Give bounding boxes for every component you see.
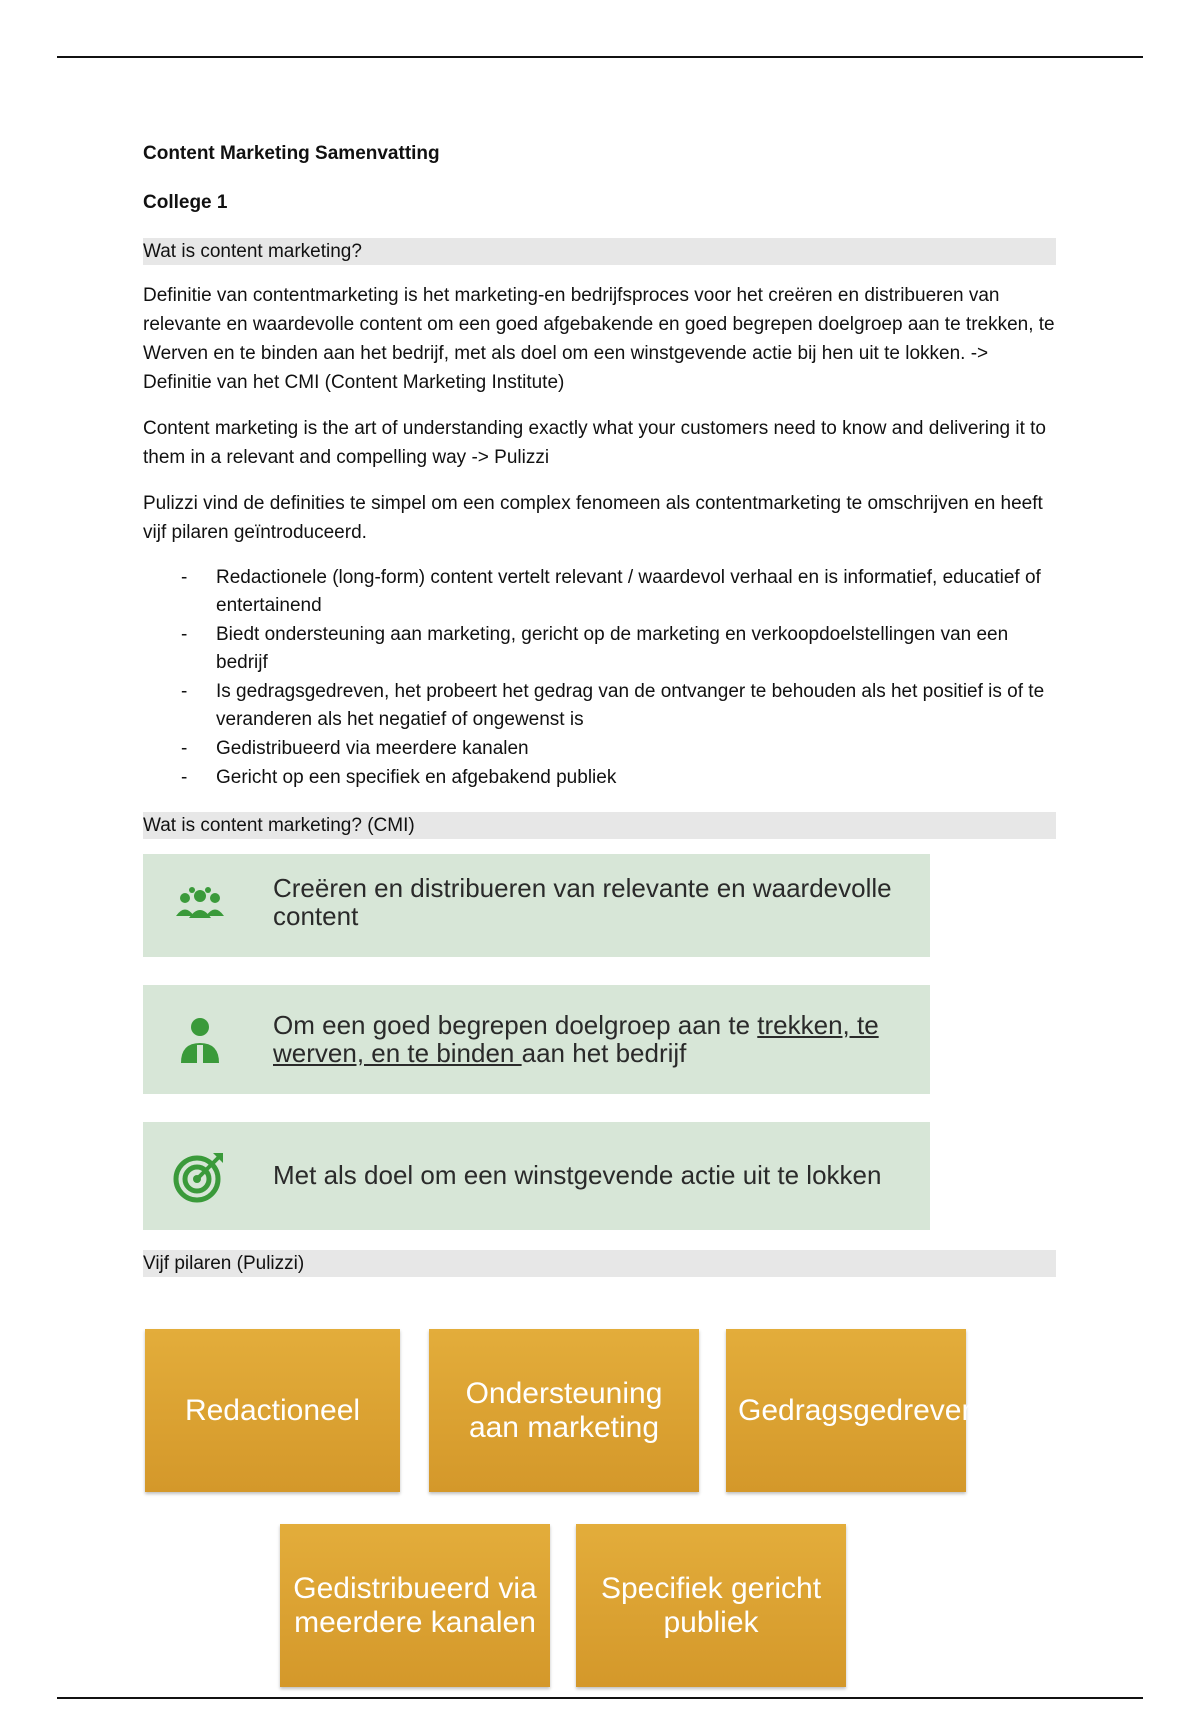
audience-text-underlined: trekken, te werven, en te binden [273,1010,879,1068]
bullet-dash: - [181,624,188,645]
target-icon [171,1147,229,1205]
group-icon [171,876,229,934]
list-item [143,678,1056,734]
section-heading-pillars: Vijf pilaren (Pulizzi) [143,1250,1056,1277]
bullet-text: Gericht op een specifiek en afgebakend publiek [216,767,617,788]
person-icon [171,1013,229,1071]
cmi-box-audience [143,985,930,1094]
bullet-dash: - [181,567,188,588]
audience-text-start: Om een goed begrepen doelgroep aan te [273,1010,758,1040]
pillar-redactioneel: Redactioneel [145,1329,400,1492]
list-item [143,735,1056,763]
bullet-text: Biedt ondersteuning aan marketing, gericht op de marketing en verkoopdoelstellingen van een bedrijf [216,624,1009,673]
pillar-gedistribueerd: Gedistribueerd via meerdere kanalen [280,1524,550,1687]
document-page [143,140,1056,1709]
bullet-text: Is gedragsgedreven, het probeert het gedrag van de ontvanger te behouden als het positief is of te veranderen als het negatief of ongewenst is [216,681,1045,730]
pillars-bullet-list [143,564,1056,792]
bullet-text: Redactionele (long-form) content vertelt relevant / waardevol verhaal en is informatief, educatief of entertainend [216,567,1041,616]
bottom-rule [57,1697,1143,1699]
section-heading-content-marketing: Wat is content marketing? [143,238,1056,265]
bullet-text: Gedistribueerd via meerdere kanalen [216,738,529,759]
definition-paragraph: Definitie van contentmarketing is het marketing-en bedrijfsproces voor het creëren en distribueren van relevante en waardevolle content om een goed afgebakende en goed begrepen doelgroep aan te trekken, te Werven en te binden aan het bedrijf, met als doel om een winstgevende actie bij hen uit te lokken. -> Definitie van het CMI (Content Marketing Institute) [143,285,1055,393]
pillars-clip [143,1289,979,1709]
pillar-specifiek-publiek: Specifiek gericht publiek [576,1524,846,1687]
section-heading-cmi: Wat is content marketing? (CMI) [143,812,1056,839]
bullet-dash: - [181,738,188,759]
bullet-dash: - [181,681,188,702]
pillar-ondersteuning: Ondersteuning aan marketing [429,1329,699,1492]
top-rule [57,56,1143,58]
cmi-box-goal [143,1122,930,1230]
list-item [143,764,1056,792]
list-item [143,564,1056,620]
document-subtitle: College 1 [143,192,228,213]
cmi-box-text: Met als doel om een winstgevende actie uit te lokken [273,1160,882,1190]
pillar-gedragsgedreven: Gedragsgedreven [726,1329,966,1492]
cmi-box-text [273,1011,910,1067]
pulizzi-quote-paragraph: Content marketing is the art of understanding exactly what your customers need to know and delivering it to them in a relevant and compelling way -> Pulizzi [143,418,1046,468]
audience-text-end: aan het bedrijf [521,1038,687,1068]
cmi-box-create [143,854,930,957]
document-title: Content Marketing Samenvatting [143,143,440,164]
cmi-box-text: Creëren en distribueren van relevante en waardevolle content [273,873,892,931]
list-item [143,621,1056,677]
bullet-dash: - [181,767,188,788]
pillars-intro-paragraph: Pulizzi vind de definities te simpel om een complex fenomeen als contentmarketing te omschrijven en heeft vijf pilaren geïntroduceerd. [143,493,1043,543]
pillars-diagram [143,1289,979,1709]
